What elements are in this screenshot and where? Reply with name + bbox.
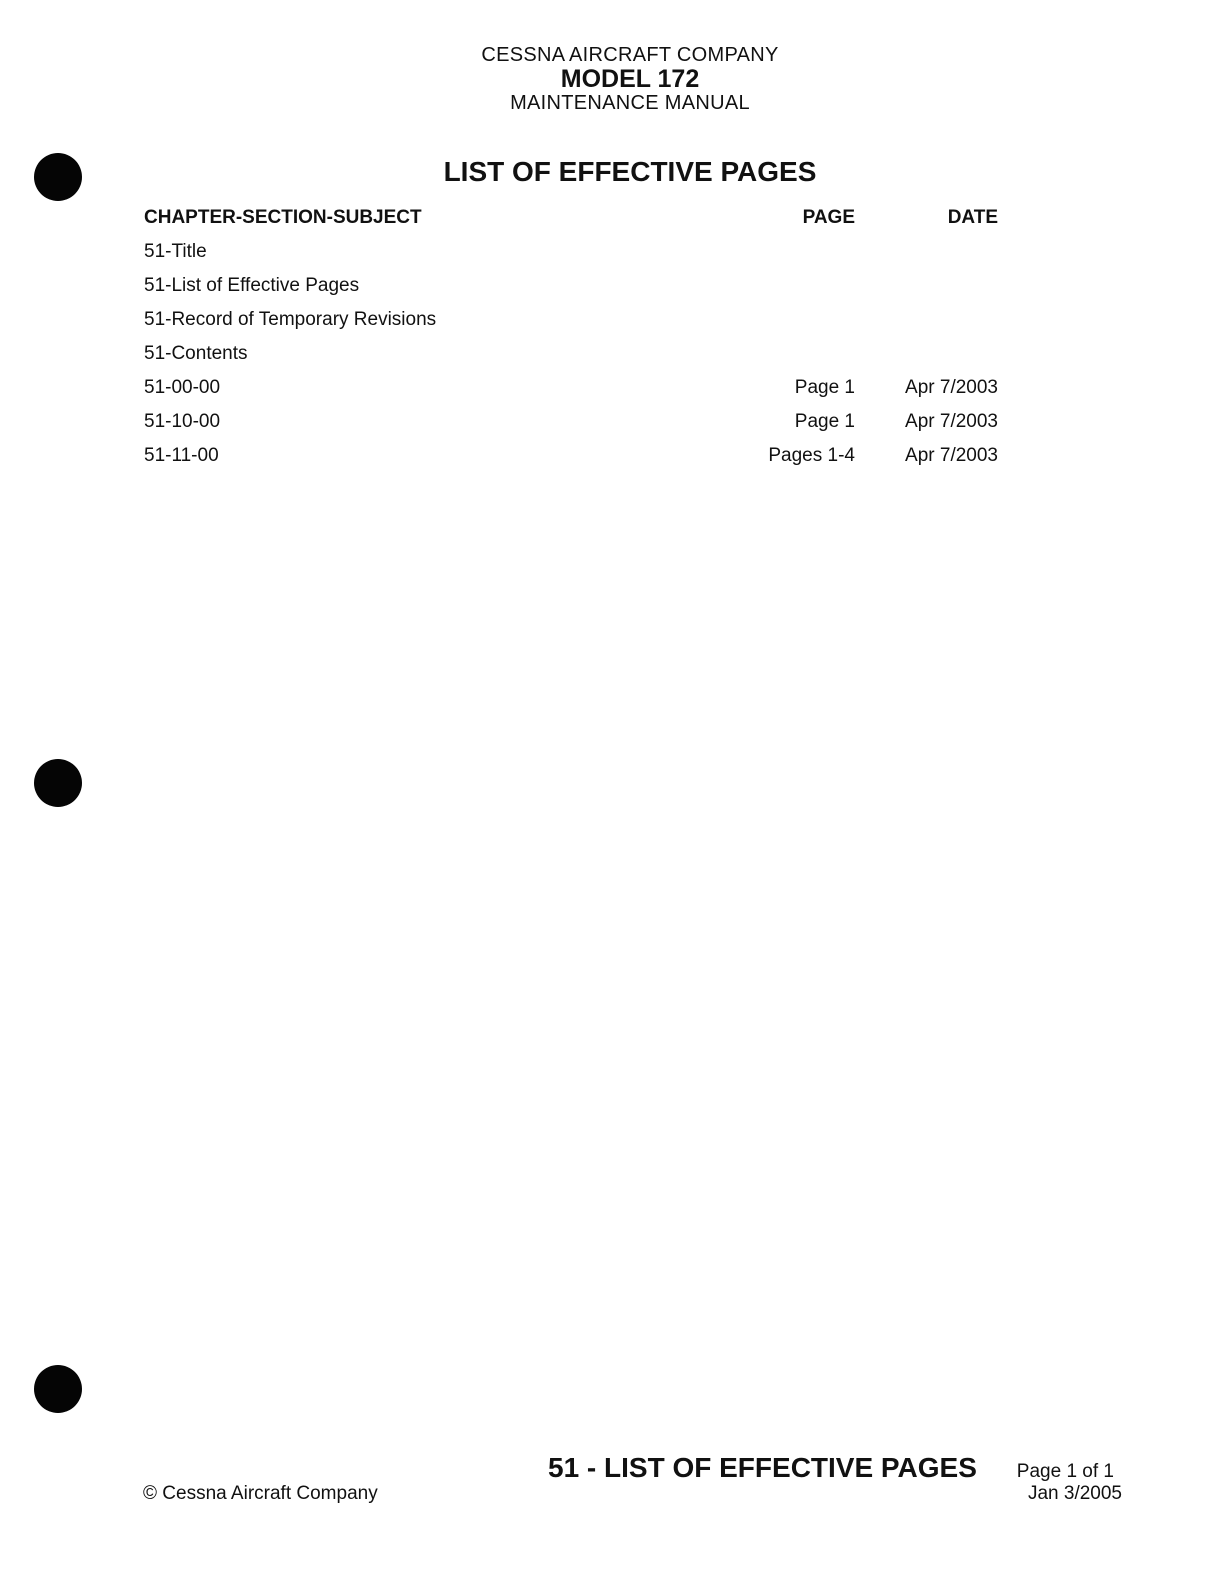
row-date: Apr 7/2003 (905, 445, 998, 466)
document-header (0, 44, 1224, 114)
footer-section-title: 51 - LIST OF EFFECTIVE PAGES (548, 1452, 977, 1483)
column-header-page: PAGE (802, 207, 855, 228)
binder-hole-bottom (34, 1365, 82, 1413)
column-header-date: DATE (947, 207, 998, 228)
row-subject: 51-11-00 (144, 445, 219, 466)
binder-hole-middle (34, 759, 82, 807)
footer-date: Jan 3/2005 (1027, 1483, 1122, 1504)
table-row (0, 240, 1224, 274)
row-page: Pages 1-4 (768, 445, 855, 466)
table-row (0, 444, 1224, 478)
column-header-subject: CHAPTER-SECTION-SUBJECT (144, 207, 422, 228)
manual-name: MAINTENANCE MANUAL (510, 92, 750, 114)
table-row (0, 308, 1224, 342)
row-subject: 51-Record of Temporary Revisions (144, 309, 437, 330)
effective-pages-table (0, 240, 1224, 478)
row-date: Apr 7/2003 (905, 377, 998, 398)
model-name: MODEL 172 (560, 65, 700, 93)
row-subject: 51-00-00 (144, 377, 221, 398)
table-row (0, 376, 1224, 410)
row-subject: 51-List of Effective Pages (144, 275, 360, 296)
row-page: Page 1 (794, 377, 855, 398)
row-subject: 51-Contents (144, 343, 248, 364)
page-title: LIST OF EFFECTIVE PAGES (443, 156, 817, 187)
footer-page-number: Page 1 of 1 (1016, 1461, 1114, 1482)
footer-copyright: © Cessna Aircraft Company (143, 1483, 378, 1504)
table-row (0, 274, 1224, 308)
row-date: Apr 7/2003 (905, 411, 998, 432)
table-row (0, 342, 1224, 376)
row-subject: 51-10-00 (144, 411, 221, 432)
row-page: Page 1 (794, 411, 855, 432)
row-subject: 51-Title (144, 241, 207, 262)
table-row (0, 410, 1224, 444)
company-name: CESSNA AIRCRAFT COMPANY (481, 44, 779, 66)
